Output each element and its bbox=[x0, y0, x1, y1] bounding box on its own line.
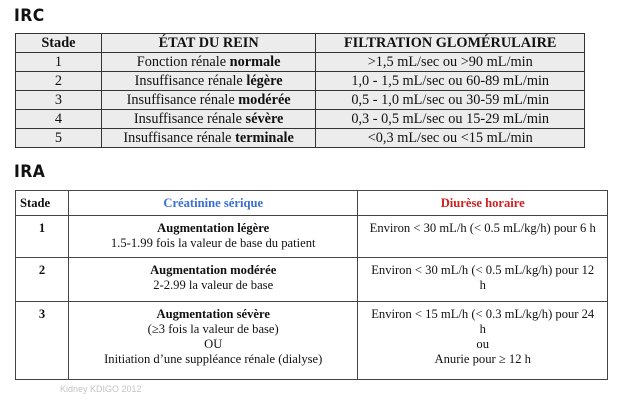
irc-row bbox=[16, 129, 585, 148]
ira-creatinine bbox=[68, 258, 358, 302]
irc-etat-level: normale bbox=[229, 53, 281, 70]
irc-etat bbox=[101, 53, 316, 72]
ira-stade: 1 bbox=[16, 216, 69, 258]
ira-creatinine-desc: Initiation d’une suppléance rénale (dialyse) bbox=[104, 352, 323, 366]
irc-stade: 4 bbox=[16, 110, 102, 129]
faint-footer-text: Kidney KDIGO 2012 bbox=[60, 384, 142, 394]
irc-stade: 2 bbox=[16, 72, 102, 91]
irc-etat-prefix: Insuffisance rénale bbox=[126, 91, 239, 108]
ira-diurese-line: Environ < 15 mL/h (< 0.3 mL/kg/h) pour 24 bbox=[371, 307, 595, 321]
ira-creatinine bbox=[68, 302, 358, 380]
irc-etat-prefix: Insuffisance rénale bbox=[123, 129, 236, 146]
irc-etat bbox=[101, 72, 316, 91]
irc-row bbox=[16, 110, 585, 129]
irc-table bbox=[15, 33, 585, 148]
irc-heading: IRC bbox=[14, 6, 45, 26]
ira-stade: 3 bbox=[16, 302, 69, 380]
irc-filtration: 0,5 - 1,0 mL/sec ou 30-59 mL/min bbox=[316, 91, 585, 110]
irc-stade: 1 bbox=[16, 53, 102, 72]
irc-stade: 3 bbox=[16, 91, 102, 110]
irc-filtration: 0,3 - 0,5 mL/sec ou 15-29 mL/min bbox=[316, 110, 585, 129]
irc-filtration: >1,5 mL/sec ou >90 mL/min bbox=[316, 53, 585, 72]
ira-creatinine-title: Augmentation sévère bbox=[156, 307, 270, 321]
ira-diurese bbox=[358, 258, 608, 302]
ira-header-creatinine: Créatinine sérique bbox=[68, 191, 358, 216]
ira-stade: 2 bbox=[16, 258, 69, 302]
ira-diurese-line: Environ < 30 mL/h (< 0.5 mL/kg/h) pour 6 h bbox=[369, 221, 596, 235]
irc-etat bbox=[101, 110, 316, 129]
ira-creatinine-desc: 1.5-1.99 fois la valeur de base du patient bbox=[110, 236, 316, 250]
ira-creatinine-desc: OU bbox=[204, 337, 223, 351]
ira-creatinine-title: Augmentation légère bbox=[157, 221, 270, 235]
irc-etat-level: légère bbox=[246, 72, 283, 89]
irc-filtration: <0,3 mL/sec ou <15 mL/min bbox=[316, 129, 585, 148]
irc-etat-prefix: Insuffisance rénale bbox=[133, 110, 246, 127]
ira-creatinine-title: Augmentation modérée bbox=[150, 263, 277, 277]
ira-heading: IRA bbox=[14, 162, 46, 182]
ira-diurese-line: h bbox=[479, 278, 486, 292]
ira-creatinine bbox=[68, 216, 358, 258]
ira-header-row bbox=[16, 191, 608, 216]
irc-row bbox=[16, 72, 585, 91]
irc-etat bbox=[101, 129, 316, 148]
ira-creatinine-desc: (≥3 fois la valeur de base) bbox=[147, 322, 279, 336]
ira-diurese bbox=[358, 216, 608, 258]
irc-header-stade: Stade bbox=[16, 34, 102, 53]
ira-creatinine-desc: 2-2.99 la valeur de base bbox=[153, 278, 274, 292]
irc-etat-level: modérée bbox=[238, 91, 291, 108]
irc-filtration: 1,0 - 1,5 mL/sec ou 60-89 mL/min bbox=[316, 72, 585, 91]
ira-diurese-line: Anurie pour ≥ 12 h bbox=[434, 352, 531, 366]
irc-etat bbox=[101, 91, 316, 110]
irc-row bbox=[16, 91, 585, 110]
ira-header-stade: Stade bbox=[16, 191, 69, 216]
irc-etat-prefix: Fonction rénale bbox=[136, 53, 230, 70]
ira-row bbox=[16, 216, 608, 258]
ira-diurese-line: h bbox=[479, 322, 486, 336]
ira-diurese-line: Environ < 30 mL/h (< 0.5 mL/kg/h) pour 12 bbox=[371, 263, 595, 277]
ira-header-diurese: Diurèse horaire bbox=[358, 191, 608, 216]
irc-etat-level: sévère bbox=[245, 110, 284, 127]
irc-header-row bbox=[16, 34, 585, 53]
irc-etat-level: terminale bbox=[235, 129, 294, 146]
ira-table bbox=[15, 190, 608, 380]
irc-header-filtration: FILTRATION GLOMÉRULAIRE bbox=[316, 34, 585, 53]
ira-diurese bbox=[358, 302, 608, 380]
irc-stade: 5 bbox=[16, 129, 102, 148]
ira-diurese-line: ou bbox=[476, 337, 490, 351]
irc-etat-prefix: Insuffisance rénale bbox=[134, 72, 247, 89]
ira-row bbox=[16, 258, 608, 302]
ira-row bbox=[16, 302, 608, 380]
irc-row bbox=[16, 53, 585, 72]
irc-header-etat: ÉTAT DU REIN bbox=[101, 34, 316, 53]
